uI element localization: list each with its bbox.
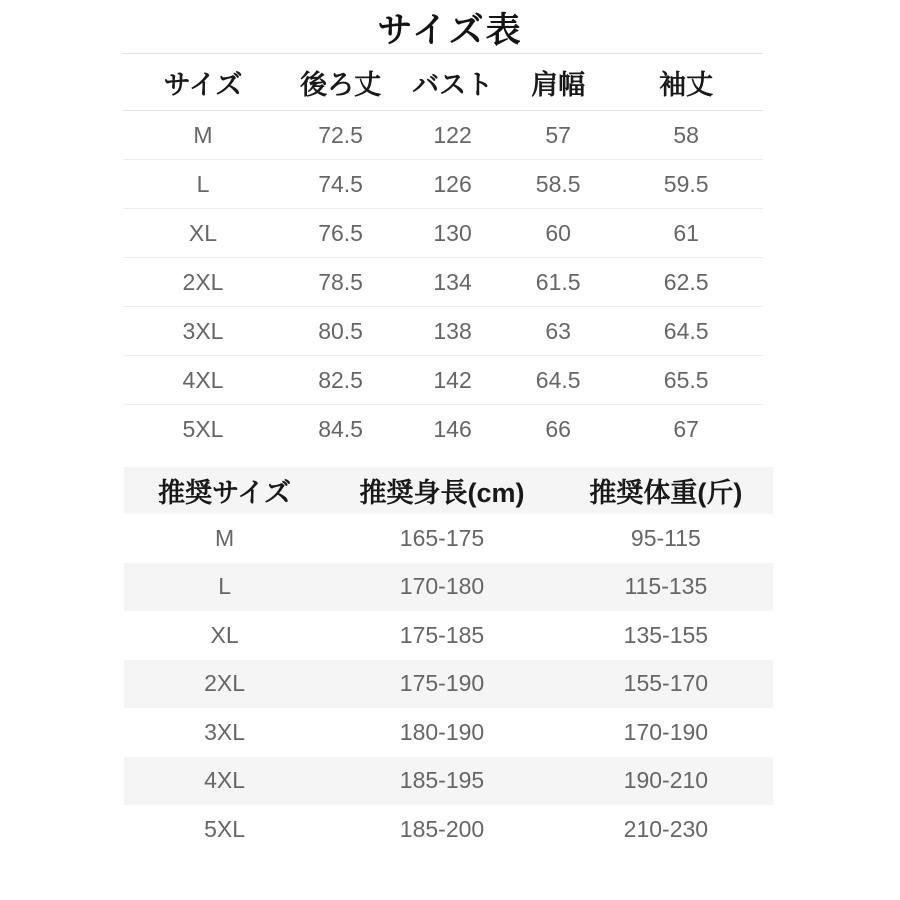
table-cell: 72.5: [318, 121, 363, 148]
header-cell: 推奨サイズ: [158, 478, 292, 508]
table-cell: 126: [433, 170, 472, 197]
header-cell: 袖丈: [659, 69, 714, 100]
table-cell: 5XL: [182, 415, 224, 442]
table-row: [124, 514, 773, 563]
table-cell: 61.5: [535, 268, 581, 295]
table-row: [124, 563, 773, 612]
header-cell: バスト: [412, 69, 494, 100]
table-cell: 60: [545, 219, 571, 246]
header-cell: 推奨身長(cm): [359, 478, 525, 508]
table-row: [123, 111, 763, 160]
table-cell: 185-195: [399, 767, 485, 794]
table-cell: 95-115: [630, 524, 701, 551]
table-cell: L: [218, 573, 231, 600]
table-cell: 84.5: [318, 415, 363, 442]
table-cell: 61: [673, 219, 699, 246]
table-cell: 57: [545, 121, 571, 148]
table-cell: 80.5: [318, 317, 363, 344]
header-cell: サイズ: [163, 69, 243, 100]
table-cell: 5XL: [204, 815, 246, 842]
table-cell: 64.5: [535, 366, 581, 393]
table-cell: 138: [433, 317, 472, 344]
table-cell: 170-180: [399, 573, 485, 600]
table-cell: 64.5: [663, 317, 709, 344]
table-cell: 115-135: [624, 573, 708, 600]
table-header-row: [124, 467, 773, 514]
table-cell: 4XL: [204, 767, 246, 794]
table-cell: M: [193, 121, 213, 148]
table-cell: 58.5: [535, 170, 581, 197]
table-cell: M: [215, 524, 235, 551]
table-cell: 155-170: [623, 670, 709, 697]
table-row: [123, 209, 763, 258]
table-cell: 185-200: [399, 815, 485, 842]
header-cell: 推奨体重(斤): [589, 478, 743, 508]
table-row: [123, 160, 763, 209]
table-cell: 190-210: [623, 767, 709, 794]
table-cell: 2XL: [204, 670, 246, 697]
table-cell: 67: [673, 415, 699, 442]
header-cell: 後ろ丈: [300, 69, 382, 100]
table-row: [124, 708, 773, 757]
page-title: サイズ表: [377, 11, 523, 50]
table-cell: 175-190: [399, 670, 485, 697]
table-cell: 210-230: [623, 815, 709, 842]
table-row: [123, 258, 763, 307]
table-cell: XL: [188, 219, 218, 246]
table-cell: 76.5: [318, 219, 363, 246]
table-cell: 74.5: [318, 170, 363, 197]
table-cell: 4XL: [182, 366, 224, 393]
table-cell: 180-190: [399, 718, 485, 745]
table-cell: 2XL: [182, 268, 224, 295]
table-cell: L: [196, 170, 210, 197]
table-cell: XL: [210, 621, 239, 648]
table-cell: 58: [673, 121, 699, 148]
table-cell: 65.5: [663, 366, 709, 393]
table-row: [124, 757, 773, 806]
table-row: [124, 805, 773, 854]
table-cell: 66: [545, 415, 571, 442]
table-header-row: [123, 53, 763, 111]
table-row: [123, 356, 763, 405]
table-cell: 170-190: [623, 718, 709, 745]
table-row: [124, 660, 773, 709]
table-cell: 175-185: [399, 621, 485, 648]
table-cell: 142: [433, 366, 472, 393]
table-cell: 78.5: [318, 268, 363, 295]
table-cell: 63: [545, 317, 571, 344]
table-cell: 130: [433, 219, 472, 246]
size-measurement-table: [123, 53, 763, 453]
table-cell: 62.5: [663, 268, 709, 295]
table-cell: 59.5: [663, 170, 709, 197]
table-row: [124, 611, 773, 660]
table-row: [123, 307, 763, 356]
table-row: [123, 405, 763, 453]
table-cell: 82.5: [318, 366, 363, 393]
table-cell: 3XL: [204, 718, 246, 745]
table-cell: 134: [433, 268, 472, 295]
table-cell: 135-155: [623, 621, 709, 648]
table-cell: 3XL: [182, 317, 224, 344]
table-cell: 122: [433, 121, 472, 148]
size-recommendation-table: [124, 467, 773, 854]
header-cell: 肩幅: [531, 69, 586, 100]
table-cell: 165-175: [399, 524, 485, 551]
table-cell: 146: [433, 415, 472, 442]
